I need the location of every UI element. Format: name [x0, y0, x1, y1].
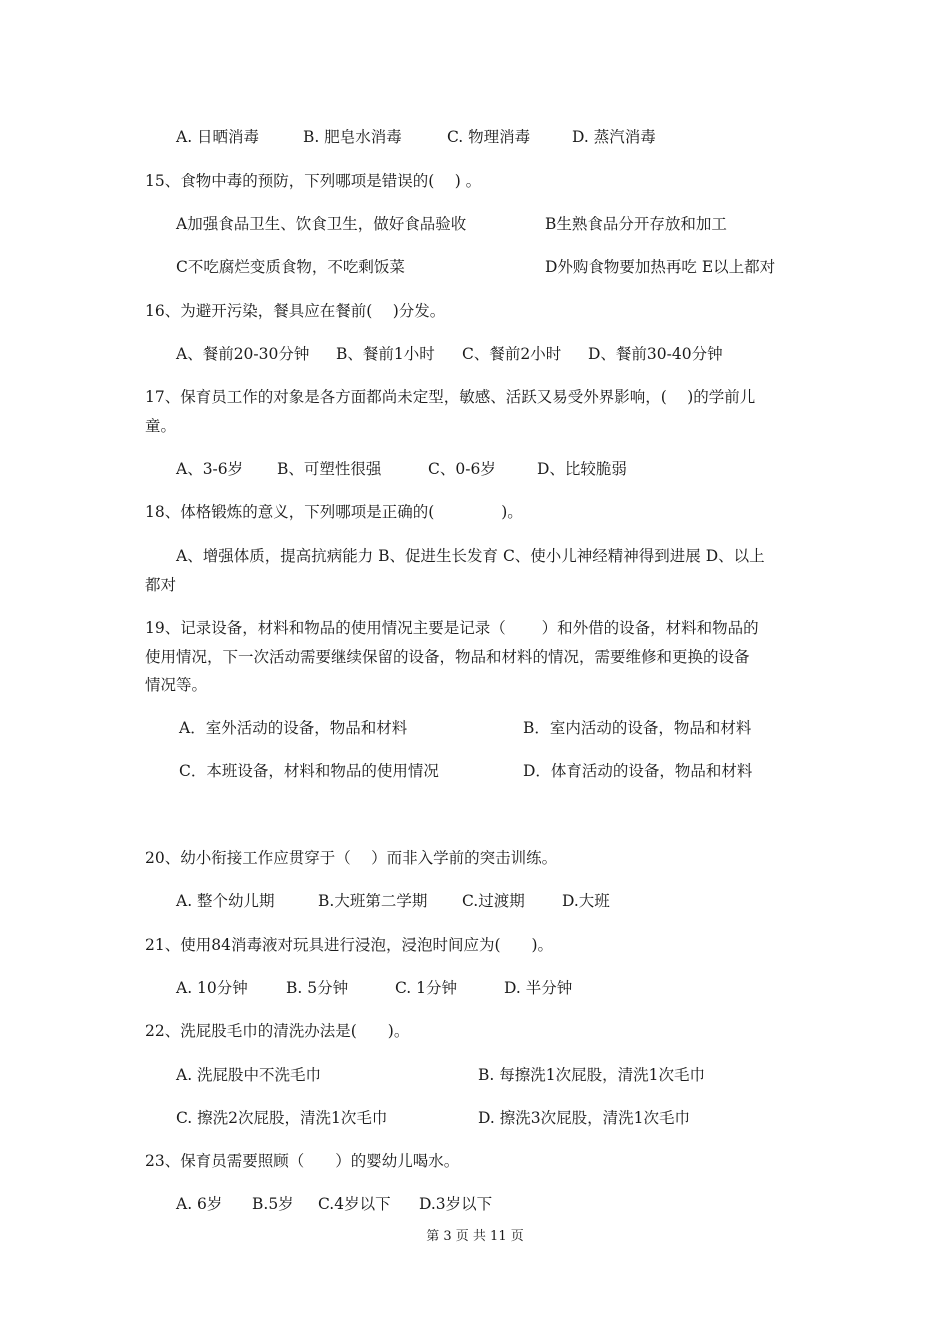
- q22-option-c: C. 擦洗2次屁股，清洗1次毛巾: [176, 1109, 388, 1127]
- q20-stem: 20、幼小衔接工作应贯穿于（ ）而非入学前的突击训练。: [145, 849, 558, 867]
- q23-option-c: C.4岁以下: [318, 1195, 391, 1213]
- q15-option-a: A加强食品卫生、饮食卫生，做好食品验收: [176, 215, 467, 233]
- q22-option-a: A. 洗屁股中不洗毛巾: [176, 1066, 322, 1084]
- q16-option-c: C、餐前2小时: [462, 345, 562, 363]
- q21-option-b: B. 5分钟: [286, 979, 349, 997]
- q16-stem: 16、为避开污染，餐具应在餐前( )分发。: [145, 302, 446, 320]
- q22-stem: 22、洗屁股毛巾的清洗办法是( )。: [145, 1022, 410, 1040]
- q23-stem: 23、保育员需要照顾（ ）的婴幼儿喝水。: [145, 1152, 460, 1170]
- q20-option-d: D.大班: [562, 892, 610, 910]
- q18-options-line2: 都对: [145, 576, 177, 594]
- q19-option-a: A．室外活动的设备，物品和材料: [179, 719, 408, 737]
- q16-option-b: B、餐前1小时: [336, 345, 435, 363]
- q19-option-b: B．室内活动的设备，物品和材料: [523, 719, 752, 737]
- q17-option-c: C、0-6岁: [428, 460, 496, 478]
- q17-option-b: B、可塑性很强: [277, 460, 382, 478]
- q14-option-d: D. 蒸汽消毒: [572, 128, 656, 146]
- q20-option-a: A. 整个幼儿期: [176, 892, 275, 910]
- q21-option-c: C. 1分钟: [395, 979, 458, 997]
- q23-option-d: D.3岁以下: [419, 1195, 493, 1213]
- q15-option-d: D外购食物要加热再吃 E以上都对: [545, 258, 776, 276]
- q18-stem: 18、体格锻炼的意义，下列哪项是正确的( )。: [145, 503, 523, 521]
- q19-option-d: D．体育活动的设备，物品和材料: [523, 762, 753, 780]
- q19-option-c: C．本班设备，材料和物品的使用情况: [179, 762, 439, 780]
- q21-option-a: A. 10分钟: [176, 979, 248, 997]
- q19-stem-line3: 情况等。: [145, 676, 208, 694]
- q20-option-c: C.过渡期: [462, 892, 525, 910]
- q21-stem: 21、使用84消毒液对玩具进行浸泡，浸泡时间应为( )。: [145, 936, 554, 954]
- q17-option-a: A、3-6岁: [176, 460, 244, 478]
- q17-option-d: D、比较脆弱: [537, 460, 627, 478]
- q15-stem: 15、食物中毒的预防，下列哪项是错误的( ) 。: [145, 172, 482, 190]
- q14-option-c: C. 物理消毒: [447, 128, 531, 146]
- q22-option-b: B. 每擦洗1次屁股，清洗1次毛巾: [478, 1066, 705, 1084]
- q21-option-d: D. 半分钟: [504, 979, 573, 997]
- q17-stem-line2: 童。: [145, 417, 177, 435]
- q16-option-d: D、餐前30-40分钟: [588, 345, 723, 363]
- q15-option-c: C不吃腐烂变质食物，不吃剩饭菜: [176, 258, 405, 276]
- q15-option-b: B生熟食品分开存放和加工: [545, 215, 727, 233]
- page-number: 第 3 页 共 11 页: [426, 1229, 524, 1244]
- q19-stem-line1: 19、记录设备，材料和物品的使用情况主要是记录（ ）和外借的设备，材料和物品的: [145, 619, 759, 637]
- q19-stem-line2: 使用情况，下一次活动需要继续保留的设备，物品和材料的情况，需要维修和更换的设备: [145, 648, 750, 666]
- q14-option-b: B. 肥皂水消毒: [303, 128, 402, 146]
- q16-option-a: A、餐前20-30分钟: [176, 345, 310, 363]
- q14-option-a: A. 日晒消毒: [176, 128, 260, 146]
- q20-option-b: B.大班第二学期: [318, 892, 428, 910]
- q23-option-b: B.5岁: [252, 1195, 294, 1213]
- q22-option-d: D. 擦洗3次屁股，清洗1次毛巾: [478, 1109, 690, 1127]
- q18-options-line1: A、增强体质，提高抗病能力 B、促进生长发育 C、使小儿神经精神得到进展 D、以上: [176, 547, 765, 565]
- q17-stem-line1: 17、保育员工作的对象是各方面都尚未定型，敏感、活跃又易受外界影响，( )的学前儿: [145, 388, 756, 406]
- q23-option-a: A. 6岁: [176, 1195, 223, 1213]
